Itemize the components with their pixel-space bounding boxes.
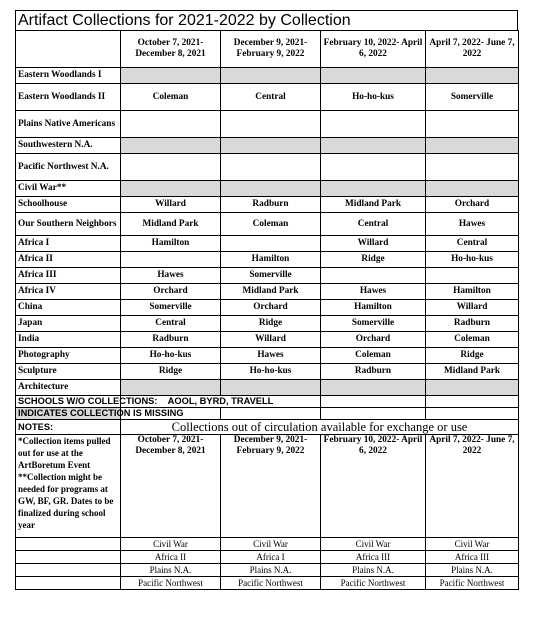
- collection-row: [16, 84, 519, 111]
- school-cell: Hamilton: [321, 300, 426, 316]
- school-cell: Willard: [221, 332, 321, 348]
- school-cell: Central: [426, 236, 519, 252]
- empty-cell: [426, 396, 519, 408]
- circulation-item: Plains N.A.: [121, 564, 221, 577]
- artifact-schedule-sheet: [15, 10, 518, 590]
- school-cell: Midland Park: [426, 364, 519, 380]
- school-cell: Ho-ho-kus: [321, 84, 426, 111]
- collection-row: [16, 332, 519, 348]
- circulation-row: [16, 551, 519, 564]
- circulation-item: Civil War: [121, 538, 221, 551]
- school-cell: [321, 138, 426, 154]
- school-cell: Hawes: [321, 284, 426, 300]
- collection-name: Our Southern Neighbors: [16, 213, 121, 236]
- notes-text: *Collection items pulled out for use at the ArtBoretum Event **Collection might be needed for programs at GW, BF, GR. Dates to be finalized during school year: [16, 435, 121, 538]
- school-cell: Somerville: [321, 316, 426, 332]
- school-cell: Central: [221, 84, 321, 111]
- circulation-row: [16, 538, 519, 551]
- notes-heading: NOTES:: [16, 420, 121, 435]
- collection-name: Japan: [16, 316, 121, 332]
- schools-label: SCHOOLS W/O COLLECTIONS:: [16, 396, 121, 408]
- school-cell: [221, 380, 321, 396]
- circulation-item: Civil War: [426, 538, 519, 551]
- schedule-table: [15, 30, 519, 590]
- school-cell: Radburn: [121, 332, 221, 348]
- empty-cell: [321, 408, 426, 420]
- circulation-item: Africa II: [121, 551, 221, 564]
- school-cell: [426, 111, 519, 138]
- collection-row: [16, 348, 519, 364]
- school-cell: [221, 236, 321, 252]
- school-cell: Ridge: [221, 316, 321, 332]
- collection-name: Eastern Woodlands II: [16, 84, 121, 111]
- period-header: February 10, 2022- April 6, 2022: [321, 31, 426, 68]
- school-cell: [426, 181, 519, 197]
- school-cell: Willard: [121, 197, 221, 213]
- empty-cell: [16, 577, 121, 590]
- school-cell: [321, 111, 426, 138]
- period-header: October 7, 2021- December 8, 2021: [121, 31, 221, 68]
- school-cell: Somerville: [121, 300, 221, 316]
- school-cell: [321, 268, 426, 284]
- period-header: December 9, 2021- February 9, 2022: [221, 31, 321, 68]
- collection-row: [16, 268, 519, 284]
- circulation-item: Pacific Northwest: [321, 577, 426, 590]
- school-cell: Ridge: [121, 364, 221, 380]
- school-cell: Hawes: [221, 348, 321, 364]
- school-cell: Midland Park: [121, 213, 221, 236]
- school-cell: Hamilton: [121, 236, 221, 252]
- school-cell: Central: [121, 316, 221, 332]
- collection-row: [16, 111, 519, 138]
- school-cell: [426, 154, 519, 181]
- school-cell: [221, 138, 321, 154]
- collection-name: India: [16, 332, 121, 348]
- circulation-item: Africa I: [221, 551, 321, 564]
- collection-name: Southwestern N.A.: [16, 138, 121, 154]
- collection-name: Architecture: [16, 380, 121, 396]
- circulation-item: Africa III: [321, 551, 426, 564]
- collection-row: [16, 68, 519, 84]
- collection-row: [16, 380, 519, 396]
- school-cell: [321, 154, 426, 181]
- collection-name: Plains Native Americans: [16, 111, 121, 138]
- school-cell: Ho-ho-kus: [221, 364, 321, 380]
- school-cell: [321, 181, 426, 197]
- school-cell: Somerville: [426, 84, 519, 111]
- school-cell: [121, 380, 221, 396]
- school-cell: [321, 380, 426, 396]
- collection-name: China: [16, 300, 121, 316]
- collection-row: [16, 284, 519, 300]
- school-cell: Ridge: [321, 252, 426, 268]
- empty-cell: [16, 538, 121, 551]
- school-cell: Ho-ho-kus: [426, 252, 519, 268]
- school-cell: [121, 252, 221, 268]
- circulation-item: Civil War: [221, 538, 321, 551]
- collection-name: Africa III: [16, 268, 121, 284]
- school-cell: Orchard: [121, 284, 221, 300]
- collection-row: [16, 316, 519, 332]
- header-corner: [16, 31, 121, 68]
- school-cell: Somerville: [221, 268, 321, 284]
- school-cell: Hamilton: [426, 284, 519, 300]
- school-cell: Radburn: [221, 197, 321, 213]
- collection-name: Sculpture: [16, 364, 121, 380]
- school-cell: [221, 68, 321, 84]
- notes-heading-row: [16, 420, 519, 435]
- school-cell: Willard: [426, 300, 519, 316]
- school-cell: [426, 380, 519, 396]
- empty-cell: [321, 396, 426, 408]
- circulation-item: Civil War: [321, 538, 426, 551]
- school-cell: [221, 154, 321, 181]
- school-cell: Willard: [321, 236, 426, 252]
- circulation-period: October 7, 2021- December 8, 2021: [121, 435, 221, 538]
- school-cell: [121, 111, 221, 138]
- notes-body-row: [16, 435, 519, 538]
- school-cell: [221, 181, 321, 197]
- circulation-item: Pacific Northwest: [426, 577, 519, 590]
- school-cell: [121, 154, 221, 181]
- collection-row: [16, 138, 519, 154]
- school-cell: Midland Park: [321, 197, 426, 213]
- empty-cell: [426, 408, 519, 420]
- collection-name: Civil War**: [16, 181, 121, 197]
- school-cell: [426, 68, 519, 84]
- school-cell: [426, 268, 519, 284]
- collection-name: Eastern Woodlands I: [16, 68, 121, 84]
- circulation-item: Plains N.A.: [221, 564, 321, 577]
- circulation-period: December 9, 2021- February 9, 2022: [221, 435, 321, 538]
- school-cell: Hawes: [426, 213, 519, 236]
- school-cell: Orchard: [221, 300, 321, 316]
- school-cell: Coleman: [426, 332, 519, 348]
- collection-name: Africa II: [16, 252, 121, 268]
- circulation-item: Pacific Northwest: [121, 577, 221, 590]
- circulation-item: Africa III: [426, 551, 519, 564]
- circulation-item: Plains N.A.: [321, 564, 426, 577]
- school-cell: Orchard: [321, 332, 426, 348]
- circulation-row: [16, 564, 519, 577]
- collection-row: [16, 181, 519, 197]
- school-cell: Hawes: [121, 268, 221, 284]
- collection-row: [16, 300, 519, 316]
- document-title: Artifact Collections for 2021-2022 by Collection: [15, 10, 518, 30]
- collection-name: Pacific Northwest N.A.: [16, 154, 121, 181]
- school-cell: Radburn: [321, 364, 426, 380]
- collection-name: Schoolhouse: [16, 197, 121, 213]
- missing-legend-row: [16, 408, 519, 420]
- missing-legend-label: INDICATES COLLECTION IS MISSING: [16, 408, 121, 420]
- collection-name: Africa IV: [16, 284, 121, 300]
- school-cell: [121, 68, 221, 84]
- school-cell: [426, 138, 519, 154]
- collection-row: [16, 154, 519, 181]
- collection-row: [16, 252, 519, 268]
- collection-row: [16, 236, 519, 252]
- empty-cell: [16, 551, 121, 564]
- school-cell: Coleman: [121, 84, 221, 111]
- empty-cell: [16, 564, 121, 577]
- empty-cell: [221, 408, 321, 420]
- school-cell: Ridge: [426, 348, 519, 364]
- circulation-heading: Collections out of circulation available for exchange or use: [121, 420, 519, 435]
- school-cell: Hamilton: [221, 252, 321, 268]
- circulation-row: [16, 577, 519, 590]
- school-cell: [221, 111, 321, 138]
- circulation-period: April 7, 2022- June 7, 2022: [426, 435, 519, 538]
- school-cell: Coleman: [221, 213, 321, 236]
- school-cell: Central: [321, 213, 426, 236]
- circulation-item: Pacific Northwest: [221, 577, 321, 590]
- collection-name: Photography: [16, 348, 121, 364]
- school-cell: Ho-ho-kus: [121, 348, 221, 364]
- schools-value: AOOL, BYRD, TRAVELL: [121, 396, 321, 408]
- collection-row: [16, 364, 519, 380]
- school-cell: Orchard: [426, 197, 519, 213]
- period-header: April 7, 2022- June 7, 2022: [426, 31, 519, 68]
- collection-row: [16, 213, 519, 236]
- school-cell: [321, 68, 426, 84]
- school-cell: Midland Park: [221, 284, 321, 300]
- period-header-row: [16, 31, 519, 68]
- school-cell: Radburn: [426, 316, 519, 332]
- schools-row: [16, 396, 519, 408]
- circulation-period: February 10, 2022- April 6, 2022: [321, 435, 426, 538]
- collection-name: Africa I: [16, 236, 121, 252]
- circulation-item: Plains N.A.: [426, 564, 519, 577]
- school-cell: [121, 181, 221, 197]
- collection-row: [16, 197, 519, 213]
- school-cell: [121, 138, 221, 154]
- school-cell: Coleman: [321, 348, 426, 364]
